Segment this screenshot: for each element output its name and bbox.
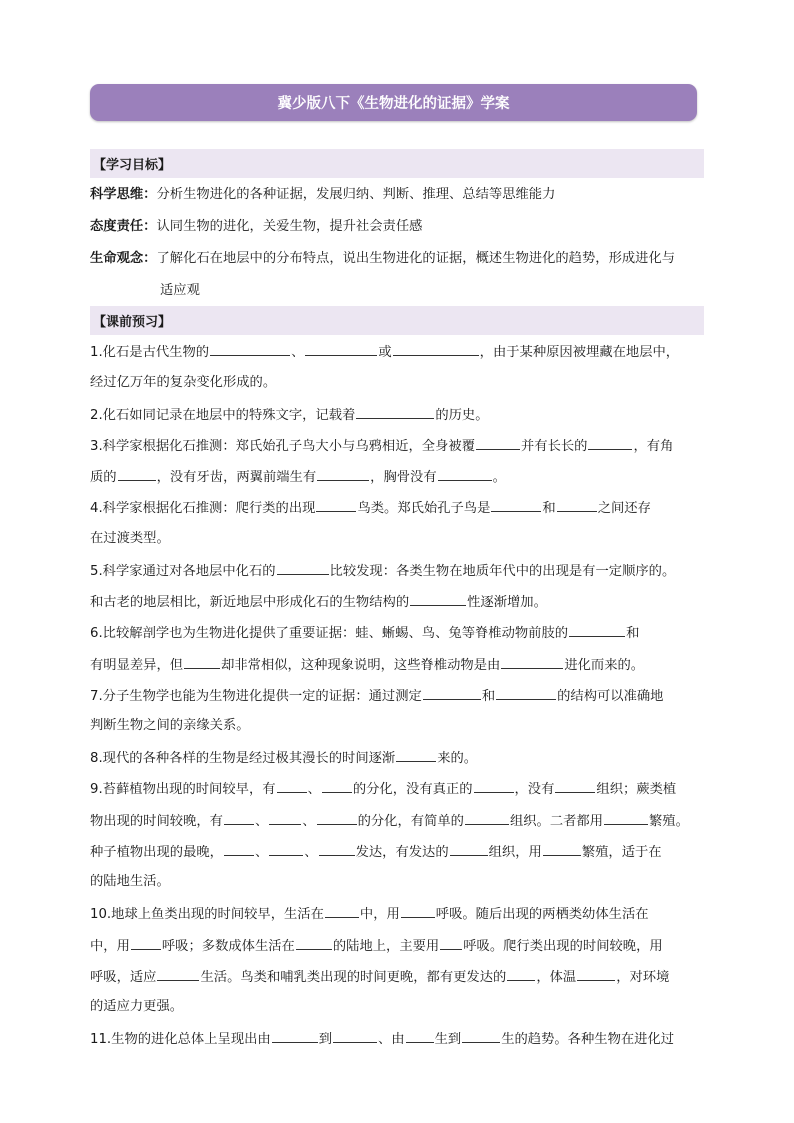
answer-blank[interactable] xyxy=(184,655,220,669)
question-line xyxy=(90,467,506,487)
question-text: 中，用 xyxy=(359,907,400,922)
question-text: 性逐渐增加。 xyxy=(467,595,547,610)
question-text: 判断生物之间的亲缘关系。 xyxy=(90,718,250,733)
answer-blank[interactable] xyxy=(224,811,254,825)
answer-blank[interactable] xyxy=(296,936,332,950)
answer-blank[interactable] xyxy=(393,342,479,356)
answer-blank[interactable] xyxy=(406,1029,434,1043)
answer-blank[interactable] xyxy=(317,467,369,481)
question-text: 4.科学家根据化石推测：爬行类的出现 xyxy=(90,501,316,516)
answer-blank[interactable] xyxy=(501,655,563,669)
answer-blank[interactable] xyxy=(507,967,535,981)
answer-blank[interactable] xyxy=(269,842,303,856)
question-line xyxy=(90,686,663,706)
answer-blank[interactable] xyxy=(543,842,581,856)
question-text: 、 xyxy=(291,345,305,360)
question-text: 和 xyxy=(481,689,496,704)
answer-blank[interactable] xyxy=(322,779,352,793)
question-line xyxy=(90,717,250,735)
question-text: ，没有 xyxy=(514,782,555,797)
question-text: 呼吸，适应 xyxy=(90,970,157,985)
question-line xyxy=(90,811,689,831)
answer-blank[interactable] xyxy=(577,967,615,981)
question-line xyxy=(90,498,651,518)
answer-blank[interactable] xyxy=(438,467,492,481)
answer-blank[interactable] xyxy=(465,811,509,825)
question-text: 或 xyxy=(378,345,392,360)
question-text: 7.分子生物学也能为生物进化提供一定的证据：通过测定 xyxy=(90,689,422,704)
question-text: 物出现的时间较晚，有 xyxy=(90,814,223,829)
answer-blank[interactable] xyxy=(462,1029,500,1043)
question-line xyxy=(90,592,547,612)
answer-blank[interactable] xyxy=(423,686,481,700)
question-line xyxy=(90,904,649,924)
answer-blank[interactable] xyxy=(210,342,290,356)
question-text: 的历史。 xyxy=(435,408,489,423)
question-line xyxy=(90,342,679,362)
document-title: 冀少版八下《生物进化的证据》学案 xyxy=(90,84,697,121)
question-text: 10.地球上鱼类出现的时间较早，生活在 xyxy=(90,907,324,922)
question-text: ，胸骨没有 xyxy=(370,470,437,485)
question-text: 之间还存 xyxy=(597,501,651,516)
question-line xyxy=(90,873,170,891)
question-text: 、 xyxy=(254,814,269,829)
question-text: 、由 xyxy=(378,1032,405,1047)
question-text: 和古老的地层相比，新近地层中形成化石的生物结构的 xyxy=(90,595,410,610)
question-text: ，体温 xyxy=(536,970,577,985)
answer-blank[interactable] xyxy=(269,811,301,825)
question-text: 1.化石是古代生物的 xyxy=(90,345,210,360)
question-text: 6.比较解剖学也为生物进化提供了重要证据：蛙、蜥蜴、鸟、兔等脊椎动物前肢的 xyxy=(90,626,569,641)
question-text: ，没有牙齿，两翼前端生有 xyxy=(156,470,317,485)
question-line xyxy=(90,405,489,425)
answer-blank[interactable] xyxy=(476,436,520,450)
answer-blank[interactable] xyxy=(491,498,541,512)
answer-blank[interactable] xyxy=(356,405,434,419)
answer-blank[interactable] xyxy=(604,811,648,825)
question-text: 。 xyxy=(492,470,506,485)
question-text: ，对环境 xyxy=(616,970,670,985)
goal-item xyxy=(90,218,422,236)
answer-blank[interactable] xyxy=(588,436,632,450)
answer-blank[interactable] xyxy=(272,1029,318,1043)
goal-continuation: 适应观 xyxy=(160,283,200,298)
question-line xyxy=(90,967,669,987)
question-text: 在过渡类型。 xyxy=(90,531,170,546)
question-line xyxy=(90,374,276,392)
question-text: 进化而来的。 xyxy=(564,658,645,673)
question-line xyxy=(90,748,477,768)
question-line xyxy=(90,655,644,675)
goal-item xyxy=(90,186,555,204)
question-text: 经过亿万年的复杂变化形成的。 xyxy=(90,375,277,390)
question-text: 呼吸；多数成体生活在 xyxy=(161,939,295,954)
question-line xyxy=(90,936,663,956)
question-text: 、 xyxy=(304,845,318,860)
answer-blank[interactable] xyxy=(319,842,355,856)
answer-blank[interactable] xyxy=(317,811,357,825)
answer-blank[interactable] xyxy=(316,498,356,512)
answer-blank[interactable] xyxy=(118,467,156,481)
question-line xyxy=(90,842,662,862)
question-text: 9.苔藓植物出现的时间较早，有 xyxy=(90,782,276,797)
question-text: 8.现代的各种各样的生物是经过极其漫长的时间逐渐 xyxy=(90,751,396,766)
question-text: 2.化石如同记录在地层中的特殊文字，记载着 xyxy=(90,408,356,423)
question-text: 繁殖。 xyxy=(649,814,689,829)
question-text: 组织；蕨类植 xyxy=(596,782,677,797)
question-text: 的陆地生活。 xyxy=(90,874,170,889)
goal-text: 认同生物的进化，关爱生物，提升社会责任感 xyxy=(156,219,423,234)
question-text: 的陆地上，主要用 xyxy=(332,939,440,954)
question-text: 比较发现：各类生物在地质年代中的出现是有一定顺序的。 xyxy=(329,564,676,579)
question-text: 3.科学家根据化石推测：郑氏始孔子鸟大小与乌鸦相近，全身被覆 xyxy=(90,439,475,454)
question-text: 生的趋势。各种生物在进化过 xyxy=(501,1032,675,1047)
answer-blank[interactable] xyxy=(396,748,436,762)
question-text: 到 xyxy=(318,1032,333,1047)
section-header-goals: 【学习目标】 xyxy=(90,149,704,178)
answer-blank[interactable] xyxy=(557,498,597,512)
answer-blank[interactable] xyxy=(325,904,359,918)
question-text: ，有角 xyxy=(633,439,674,454)
answer-blank[interactable] xyxy=(569,623,625,637)
question-text: 的分化，没有真正的 xyxy=(352,782,473,797)
question-text: 11.生物的进化总体上呈现出由 xyxy=(90,1032,271,1047)
goal-text: 了解化石在地层中的分布特点，说出生物进化的证据，概述生物进化的趋势，形成进化与 xyxy=(156,251,676,266)
section-header-preview: 【课前预习】 xyxy=(90,306,704,335)
answer-blank[interactable] xyxy=(410,592,466,606)
question-text: 呼吸。随后出现的两栖类幼体生活在 xyxy=(435,907,649,922)
question-line xyxy=(90,561,675,581)
question-text: 、 xyxy=(254,845,269,860)
answer-blank[interactable] xyxy=(440,936,462,950)
question-text: 种子植物出现的最晚， xyxy=(90,845,223,860)
answer-blank[interactable] xyxy=(496,686,556,700)
answer-blank[interactable] xyxy=(401,904,435,918)
question-text: 鸟类。郑氏始孔子鸟是 xyxy=(357,501,491,516)
question-text: 的结构可以准确地 xyxy=(557,689,664,704)
question-line xyxy=(90,779,676,799)
answer-blank[interactable] xyxy=(131,936,161,950)
question-line xyxy=(90,530,170,548)
question-text: 繁殖，适于在 xyxy=(581,845,662,860)
question-text: 生活。鸟类和哺乳类出现的时间更晚，都有更发达的 xyxy=(200,970,507,985)
question-text: 质的 xyxy=(90,470,117,485)
question-text: 、 xyxy=(302,814,316,829)
goal-text: 分析生物进化的各种证据，发展归纳、判断、推理、总结等思维能力 xyxy=(156,187,556,202)
question-text: 并有长长的 xyxy=(521,439,588,454)
answer-blank[interactable] xyxy=(277,779,307,793)
question-text: 生到 xyxy=(434,1032,462,1047)
goal-label: 生命观念： xyxy=(90,251,157,266)
answer-blank[interactable] xyxy=(305,342,377,356)
question-line xyxy=(90,1029,674,1049)
question-text: 呼吸。爬行类出现的时间较晚，用 xyxy=(463,939,663,954)
answer-blank[interactable] xyxy=(555,779,595,793)
question-line xyxy=(90,436,673,456)
question-text: 中，用 xyxy=(90,939,130,954)
question-text: 组织，用 xyxy=(488,845,542,860)
goal-label: 态度责任： xyxy=(90,219,157,234)
answer-blank[interactable] xyxy=(224,842,254,856)
goal-item xyxy=(90,250,675,268)
question-text: 组织。二者都用 xyxy=(509,814,604,829)
question-text: 的适应力更强。 xyxy=(90,999,184,1014)
answer-blank[interactable] xyxy=(450,842,488,856)
answer-blank[interactable] xyxy=(157,967,199,981)
answer-blank[interactable] xyxy=(277,561,329,575)
question-text: 有明显差异，但 xyxy=(90,658,184,673)
answer-blank[interactable] xyxy=(474,779,514,793)
question-line xyxy=(90,623,639,643)
question-text: 、 xyxy=(307,782,321,797)
answer-blank[interactable] xyxy=(333,1029,377,1043)
question-text: 和 xyxy=(626,626,640,641)
question-text: 却非常相似，这种现象说明，这些脊椎动物是由 xyxy=(221,658,501,673)
goal-label: 科学思维： xyxy=(90,187,157,202)
question-text: 和 xyxy=(542,501,556,516)
question-text: 发达，有发达的 xyxy=(355,845,449,860)
question-line xyxy=(90,998,183,1016)
question-text: 来的。 xyxy=(437,751,478,766)
question-text: 5.科学家通过对各地层中化石的 xyxy=(90,564,276,579)
question-text: ，由于某种原因被埋藏在地层中， xyxy=(479,345,680,360)
question-text: 的分化，有简单的 xyxy=(357,814,464,829)
